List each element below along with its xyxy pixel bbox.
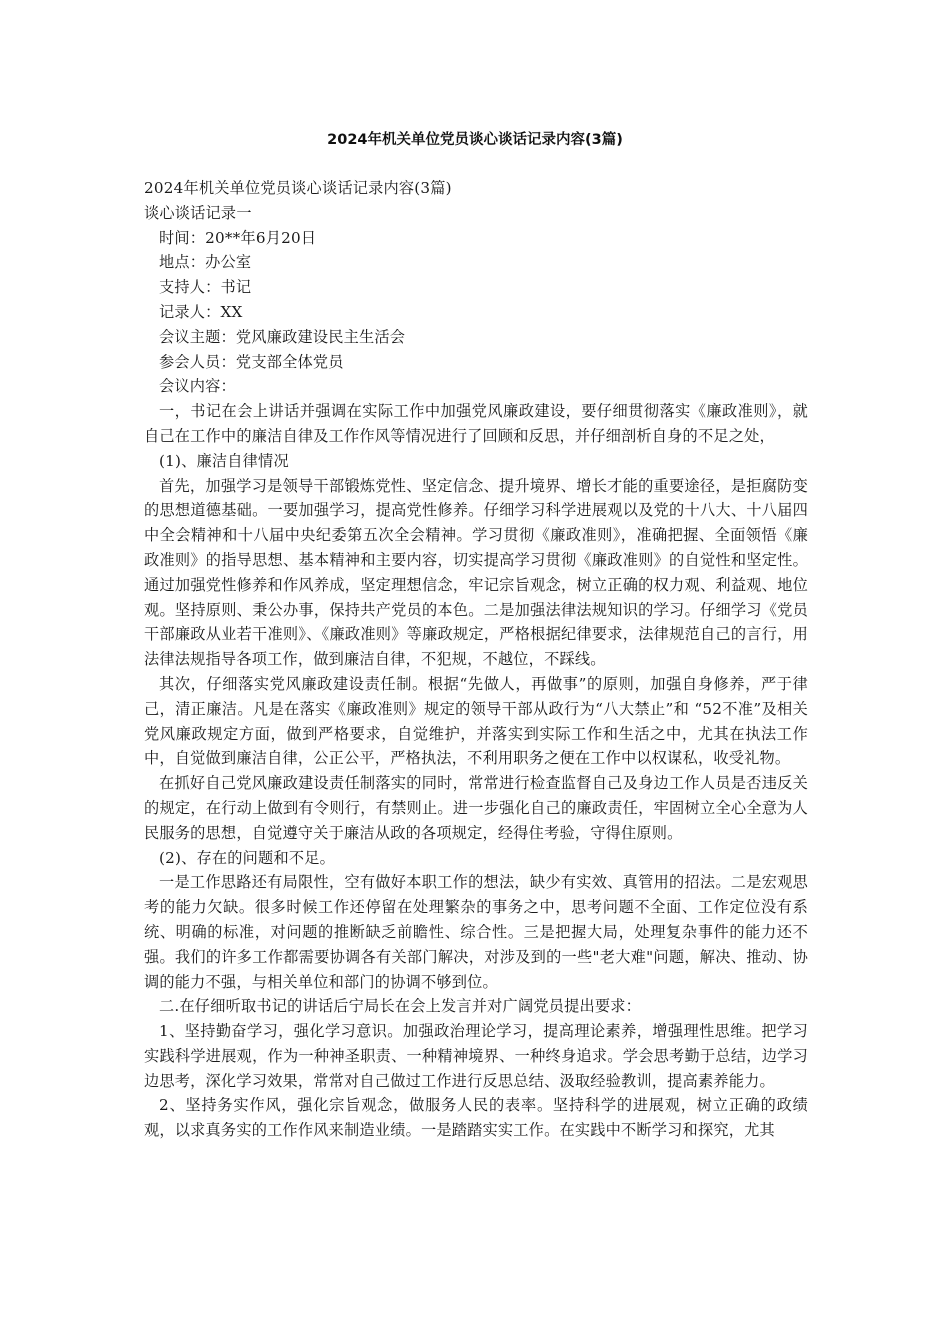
section-heading: (1)、廉洁自律情况 xyxy=(159,451,289,470)
paragraph: 一是工作思路还有局限性，空有做好本职工作的想法，缺少有实效、真管用的招法。二是宏观思考的能力欠缺。很多时候工作还停留在处理繁杂的事务之中，思考问题不全面、工作定位没有系统、明确的标准，对问题的推断缺乏前瞻性、综合性。三是把握大局，处理复杂事件的能力还不强。我们的许多工作都需要协调各有关部门解决，对涉及到的一些"老大难"问题，解决、推动、协调的能力不强，与相关单位和部门的协调不够到位。 xyxy=(144,873,808,991)
paragraph: 其次，仔细落实党风廉政建设责任制。根据“先做人，再做事”的原则，加强自身修养，严于律己，清正廉洁。凡是在落实《廉政准则》规定的领导干部从政行为“八大禁止”和 “52不准”及相关党风廉政规定方面，做到严格要求，自觉维护，并落实到实际工作和生活之中，尤其在执法工作中，自觉做到廉洁自律，公正公平，严格执法，不利用职务之便在工作中以权谋私，收受礼物。 xyxy=(144,674,808,768)
meta-content-label: 会议内容： xyxy=(159,377,236,396)
paragraph: 1、坚持勤奋学习，强化学习意识。加强政治理论学习，提高理论素养，增强理性思维。把学习实践科学进展观，作为一种神圣职责、一种精神境界、一种终身追求。学会思考勤于总结，边学习边思考，深化学习效果，常常对自己做过工作进行反思总结、汲取经验教训，提高素养能力。 xyxy=(144,1022,808,1090)
paragraph: 在抓好自己党风廉政建设责任制落实的同时，常常进行检查监督自己及身边工作人员是否违反关的规定，在行动上做到有令则行，有禁则止。进一步强化自己的廉政责任，牢固树立全心全意为人民服务的思想，自觉遵守关于廉洁从政的各项规定，经得住考验，守得住原则。 xyxy=(144,774,808,842)
record-title: 谈心谈话记录一 xyxy=(144,203,252,222)
paragraph: 一，书记在会上讲话并强调在实际工作中加强党风廉政建设，要仔细贯彻落实《廉政准则》，就自己在工作中的廉洁自律及工作作风等情况进行了回顾和反思，并仔细剖析自身的不足之处， xyxy=(144,402,808,445)
meta-attendees: 参会人员：党支部全体党员 xyxy=(159,352,344,371)
section-heading: 二.在仔细听取书记的讲话后宁局长在会上发言并对广阔党员提出要求： xyxy=(159,997,642,1016)
section-heading: (2)、存在的问题和不足。 xyxy=(159,848,335,867)
meta-time: 时间：20**年6月20日 xyxy=(159,228,317,247)
meta-location: 地点：办公室 xyxy=(159,253,252,272)
paragraph: 首先，加强学习是领导干部锻炼党性、坚定信念、提升境界、增长才能的重要途径，是拒腐防变的思想道德基础。一要加强学习，提高党性修养。仔细学习科学进展观以及党的十八大、十八届四中全会精神和十八届中央纪委第五次全会精神。学习贯彻《廉政准则》，准确把握、全面领悟《廉政准则》的指导思想、基本精神和主要内容，切实提高学习贯彻《廉政准则》的自觉性和坚定性。通过加强党性修养和作风养成，坚定理想信念，牢记宗旨观念，树立正确的权力观、利益观、地位观。坚持原则、秉公办事，保持共产党员的本色。二是加强法律法规知识的学习。仔细学习《党员干部廉政从业若干准则》、《廉政准则》等廉政规定，严格根据纪律要求，法律规范自己的言行，用法律法规指导各项工作，做到廉洁自律，不犯规，不越位，不踩线。 xyxy=(144,476,808,669)
meta-topic: 会议主题：党风廉政建设民主生活会 xyxy=(159,327,406,346)
document-body xyxy=(144,176,808,1143)
page-title: 2024年机关单位党员谈心谈话记录内容(3篇) xyxy=(327,132,623,148)
meta-host: 支持人：书记 xyxy=(159,278,252,297)
paragraph: 2、坚持务实作风，强化宗旨观念，做服务人民的表率。坚持科学的进展观，树立正确的政绩观，以求真务实的工作作风来制造业绩。一是踏踏实实工作。在实践中不断学习和探究，尤其 xyxy=(144,1096,808,1140)
document-heading: 2024年机关单位党员谈心谈话记录内容(3篇) xyxy=(144,179,452,197)
meta-recorder: 记录人：XX xyxy=(159,302,243,321)
